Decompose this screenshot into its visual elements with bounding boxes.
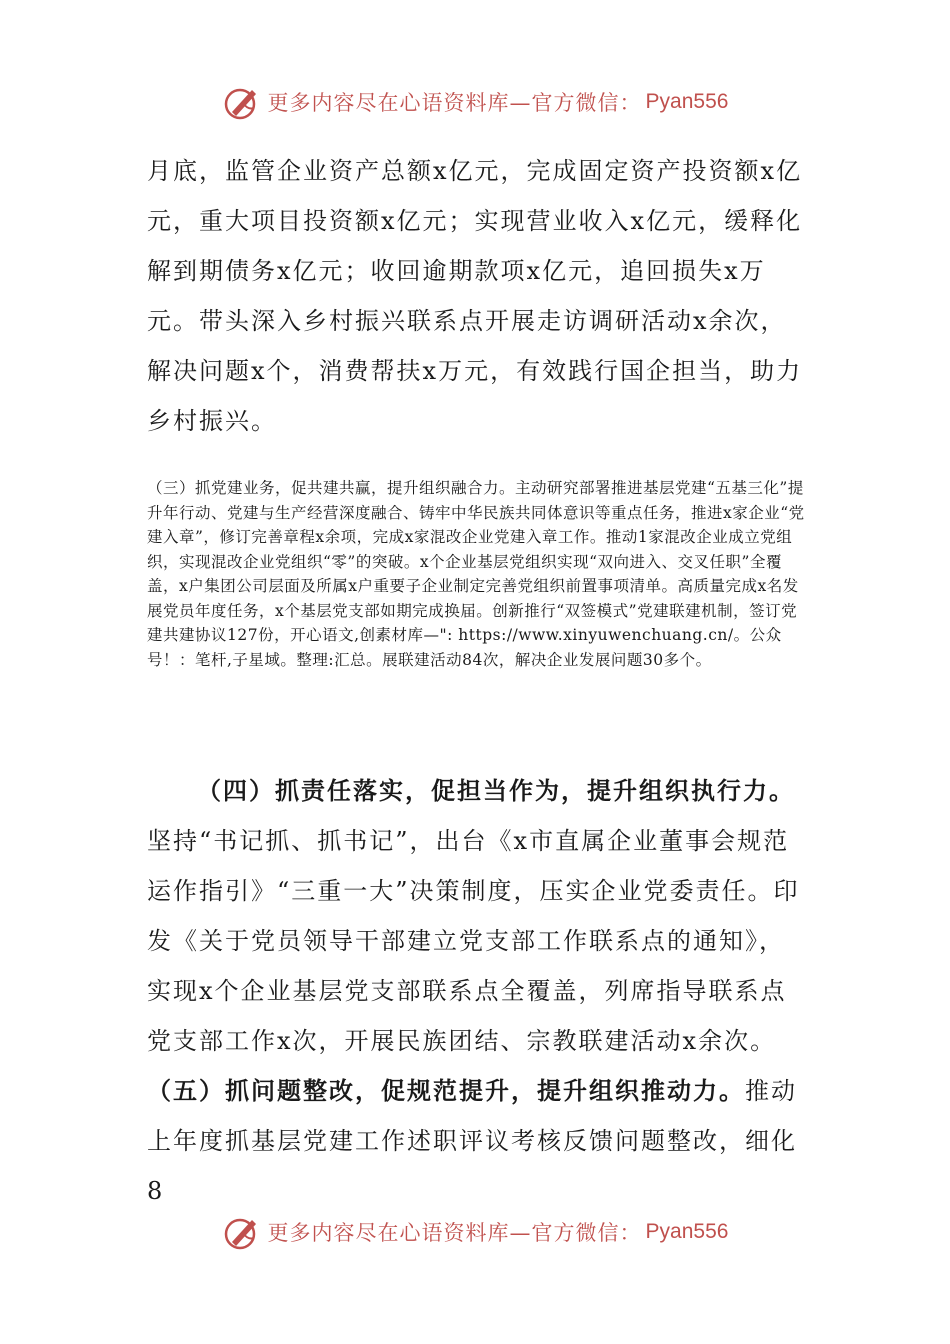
paragraph-party-building: （三）抓党建业务，促共建共赢，提升组织融合力。主动研究部署推进基层党建“五基三化”提升年行动、党建与生产经营深度融合、铸牢中华民族共同体意识等重点任务，推进x家企业“党建入章”，修订完善章程x余项，完成x家混改企业党建入章工作。推动1家混改企业成立党组织，实现混改企业党组织“零”的突破。x个企业基层党组织实现“双向进入、交叉任职”全覆盖，x户集团公司层面及所属x户重要子企业制定完善党组织前置事项清单。高质量完成x名发展党员年度任务，x个基层党支部如期完成换届。创新推行“双签模式”党建联建机制，签订党建共建协议127份，开心语文,创素材库—": https://www.xinyuwenchuang.cn/。公众号！：笔杆,子星域。整理:汇总。展联建活动84次，解决企业发展问题30多个。 — [147, 479, 805, 669]
pen-logo-icon — [222, 1212, 262, 1252]
header-watermark — [0, 82, 950, 122]
watermark-text: 更多内容尽在心语资料库—官方微信： — [267, 1221, 642, 1245]
section4-heading: （四）抓责任落实，促担当作为，提升组织执行力。 — [197, 776, 795, 805]
pen-logo-icon — [222, 82, 262, 122]
watermark-wechat-id: Pyan556 — [645, 90, 729, 113]
section5-heading: （五）抓问题整改，促规范提升，提升组织推动力。 — [147, 1076, 745, 1105]
footer-watermark — [0, 1212, 950, 1252]
section4-body: 坚持“书记抓、抓书记”，出台《x市直属企业董事会规范运作指引》“三重一大”决策制度，压实企业党委责任。印发《关于党员领导干部建立党支部工作联系点的通知》，实现x个企业基层党支部联系点全覆盖，列席指导联系点党支部工作x次，开展民族团结、宗教联建活动x余次。 — [147, 827, 800, 1055]
watermark-wechat-id: Pyan556 — [645, 1220, 729, 1243]
section-responsibility — [147, 766, 807, 1216]
section5-body: 推动上年度抓基层党建工作述职评议考核反馈问题整改，细化8 — [147, 1077, 797, 1205]
watermark-text: 更多内容尽在心语资料库—官方微信： — [267, 91, 642, 115]
paragraph-summary: 月底，监管企业资产总额x亿元，完成固定资产投资额x亿元，重大项目投资额x亿元；实现营业收入x亿元，缓释化解到期债务x亿元；收回逾期款项x亿元，追回损失x万元。带头深入乡村振兴联系点开展走访调研活动x余次，解决问题x个，消费帮扶x万元，有效践行国企担当，助力乡村振兴。 — [147, 157, 803, 435]
